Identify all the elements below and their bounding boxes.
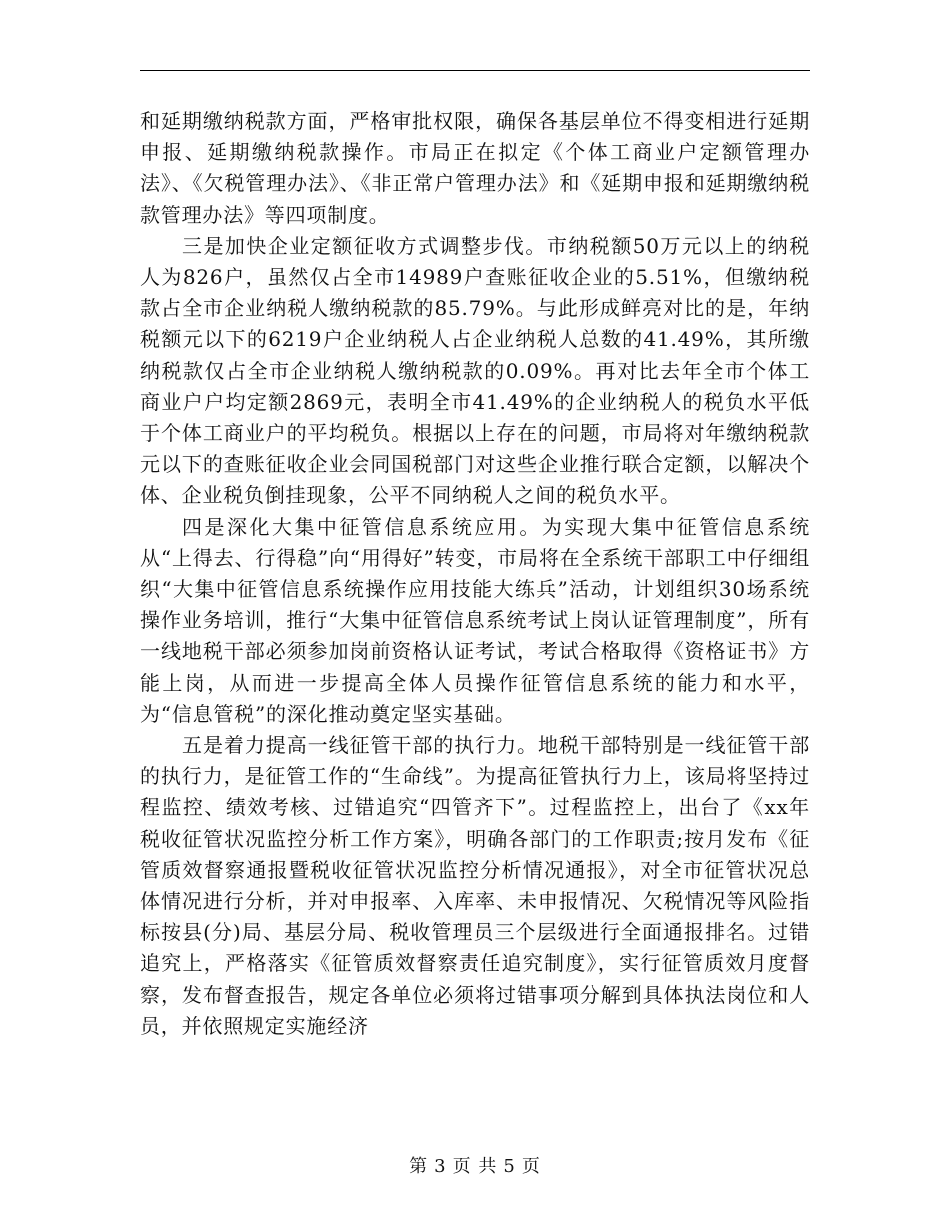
footer-middle: 页 共 xyxy=(452,1156,498,1177)
paragraph-execution-capability: 五是着力提高一线征管干部的执行力。地税干部特别是一线征管干部的执行力，是征管工作的“生命线”。为提高征管执行力上，该局将坚持过程监控、绩效考核、过错追究“四管齐下”。过程监控上，出台了《xx年税收征管状况监控分析工作方案》，明确各部门的工作职责;按月发布《征管质效督察通报暨税收征管状况监控分析情况通报》，对全市征管状况总体情况进行分析，并对申报率、入库率、未申报情况、欠税情况等风险指标按县(分)局、基层分局、税收管理员三个层级进行全面通报排名。过错追究上，严格落实《征管质效督察责任追究制度》，实行征管质效月度督察，发布督查报告，规定各单位必须将过错事项分解到具体执法岗位和人员，并依照规定实施经济 xyxy=(140,733,810,1038)
footer-total-pages: 5 xyxy=(503,1156,516,1177)
footer-suffix: 页 xyxy=(521,1156,541,1177)
footer-page-number: 3 xyxy=(434,1156,447,1177)
document-body xyxy=(140,106,810,1042)
header-rule xyxy=(140,70,810,71)
paragraph-continuation: 和延期缴纳税款方面，严格审批权限，确保各基层单位不得变相进行延期申报、延期缴纳税款操作。市局正在拟定《个体工商业户定额管理办法》、《欠税管理办法》、《非正常户管理办法》和《延期申报和延期缴纳税款管理办法》等四项制度。 xyxy=(140,109,810,227)
footer-prefix: 第 xyxy=(409,1156,429,1177)
paragraph-enterprise-quota: 三是加快企业定额征收方式调整步伐。市纳税额50万元以上的纳税人为826户，虽然仅占全市14989户查账征收企业的5.51%，但缴纳税款占全市企业纳税人缴纳税款的85.79%。与此形成鲜亮对比的是，年纳税额元以下的6219户企业纳税人占企业纳税人总数的41.49%，其所缴纳税款仅占全市企业纳税人缴纳税款的0.09%。再对比去年全市个体工商业户户均定额2869元，表明全市41.49%的企业纳税人的税负水平低于个体工商业户的平均税负。根据以上存在的问题，市局将对年缴纳税款元以下的查账征收企业会同国税部门对这些企业推行联合定额，以解决个体、企业税负倒挂现象，公平不同纳税人之间的税负水平。 xyxy=(140,233,810,508)
page-footer xyxy=(0,1152,950,1178)
paragraph-information-system: 四是深化大集中征管信息系统应用。为实现大集中征管信息系统从“上得去、行得稳”向“用得好”转变，市局将在全系统干部职工中仔细组织“大集中征管信息系统操作应用技能大练兵”活动，计划组织30场系统操作业务培训，推行“大集中征管信息系统考试上岗认证管理制度”，所有一线地税干部必须参加岗前资格认证考试，考试合格取得《资格证书》方能上岗，从而进一步提高全体人员操作征管信息系统的能力和水平，为“信息管税”的深化推动奠定坚实基础。 xyxy=(140,514,810,726)
